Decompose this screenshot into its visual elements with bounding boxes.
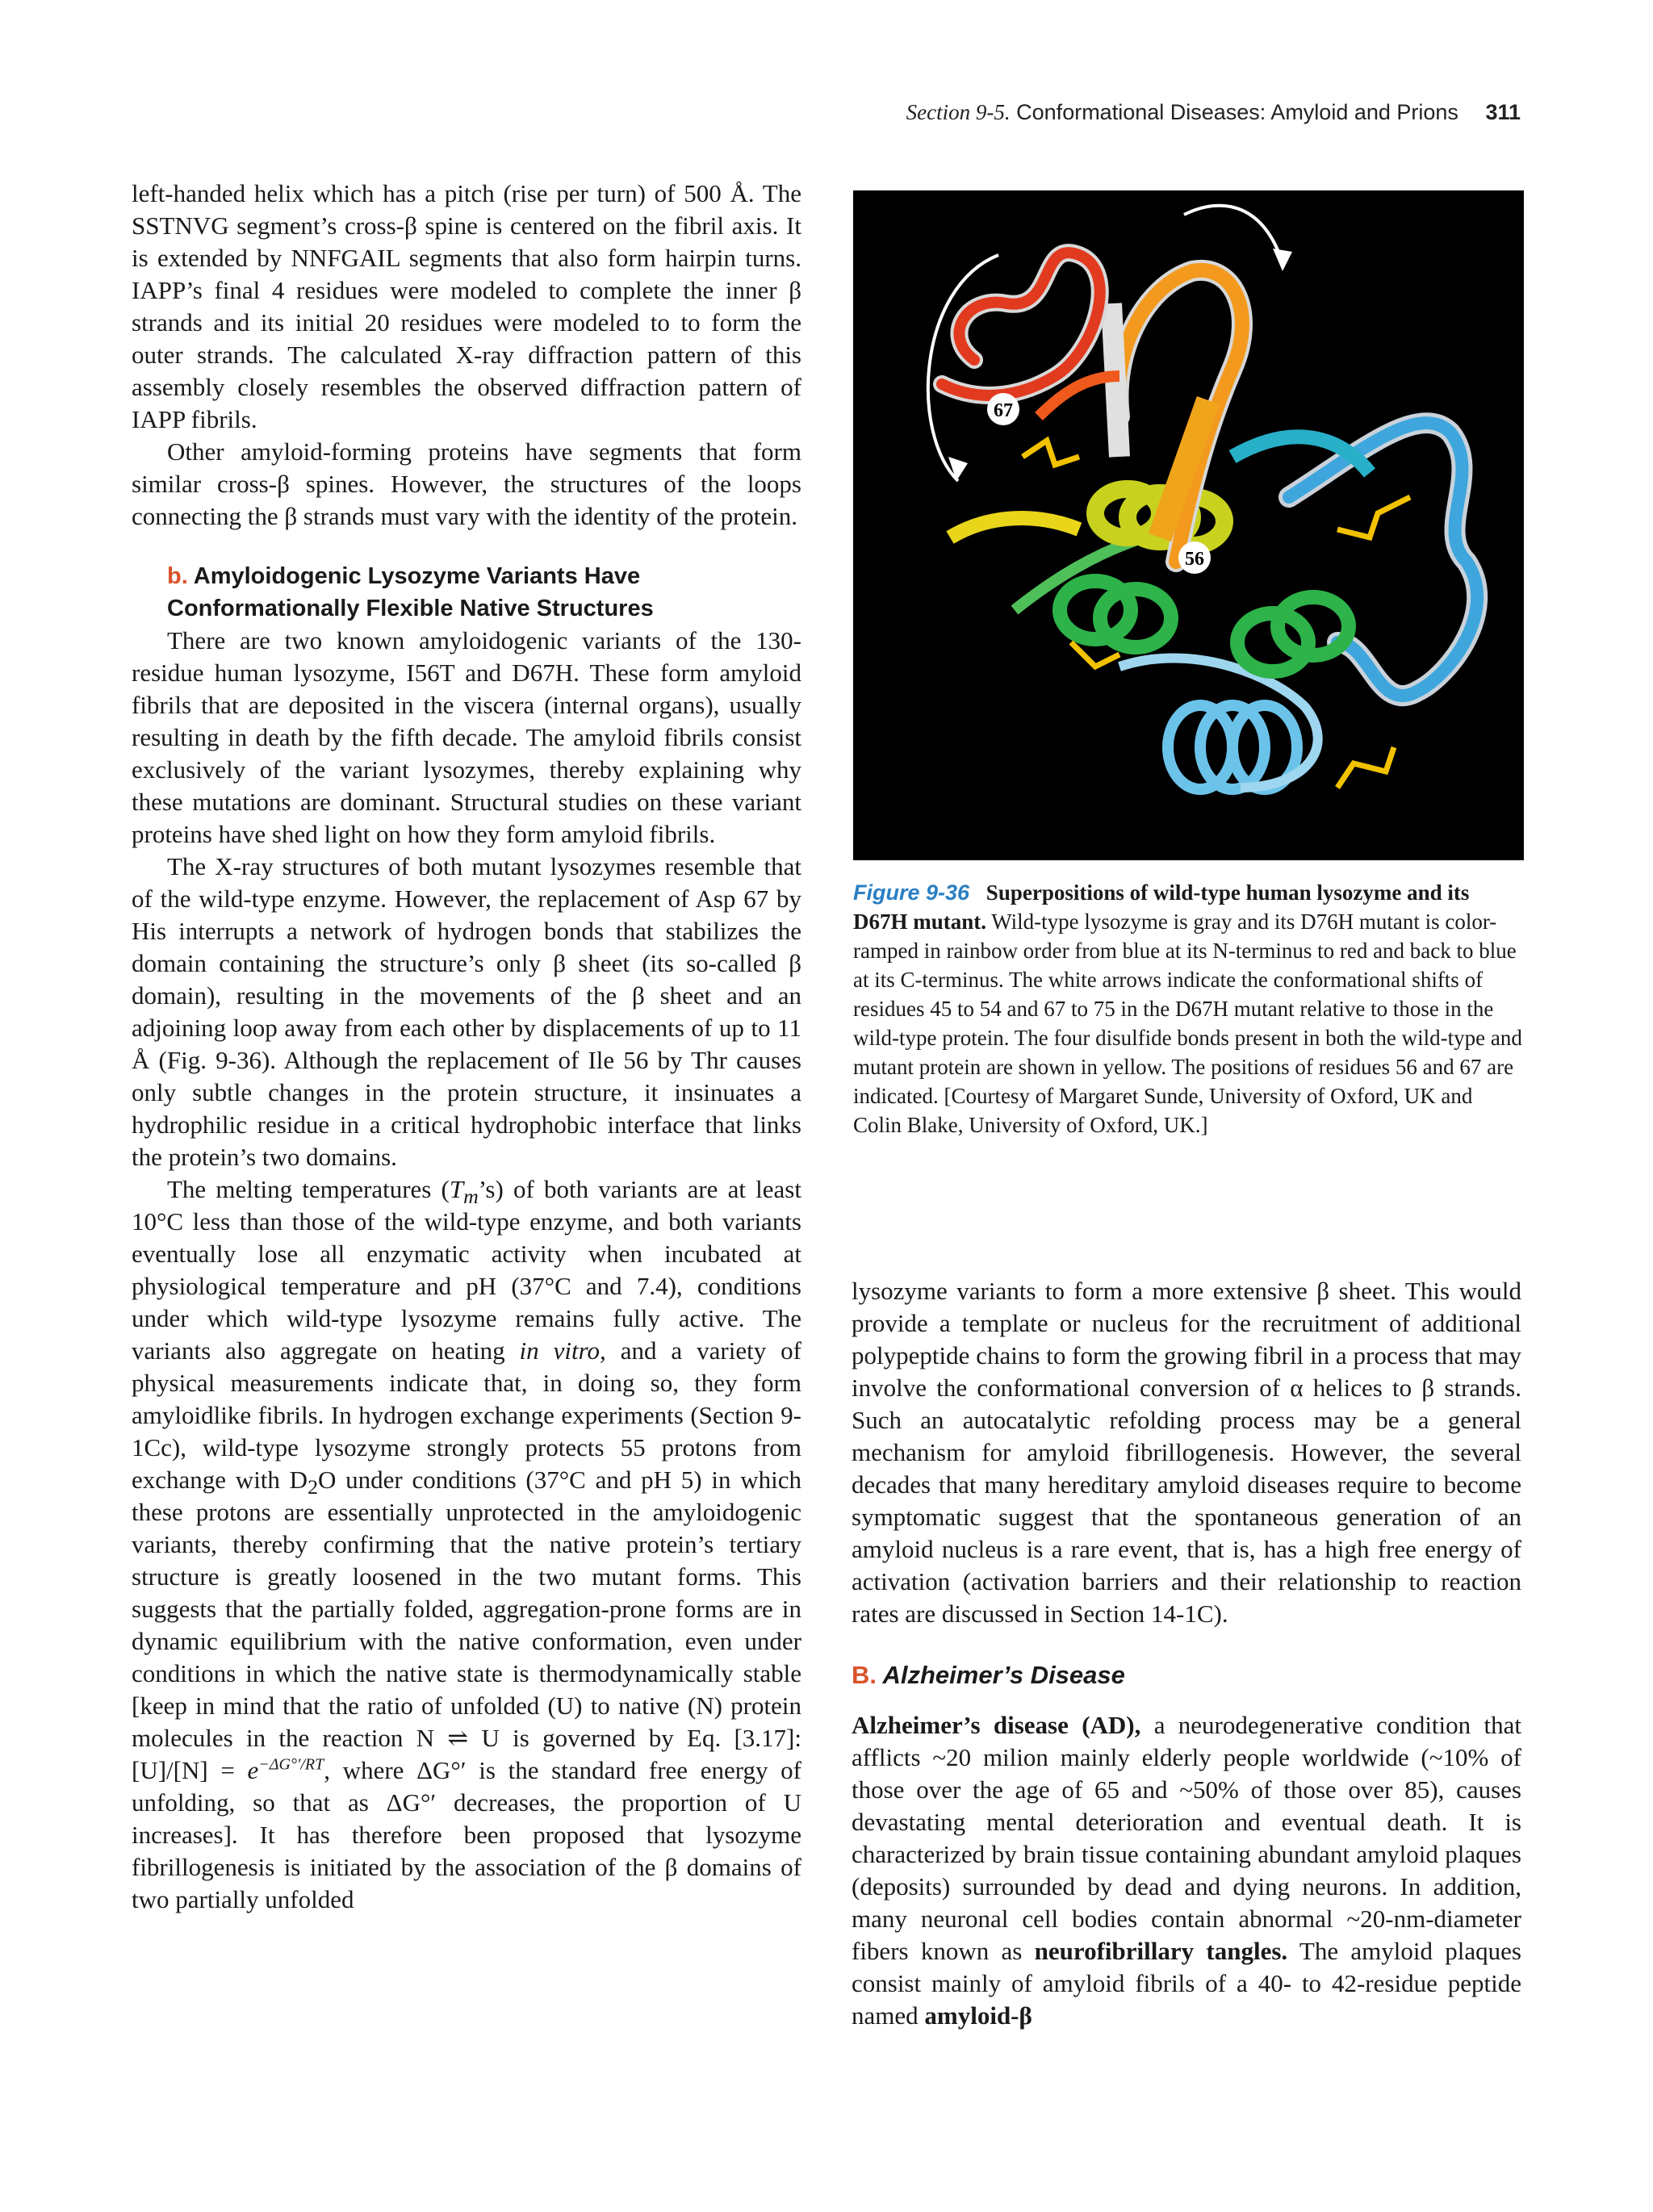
figure-title: Superpositions of wild-type human lysozyme and its D67H mutant. [853, 880, 1470, 934]
right-column [852, 1275, 1521, 2032]
paragraph: There are two known amyloidogenic variants of the 130-residue human lysozyme, I56T and D67H. These form amyloid fibrils that are deposited in the viscera (internal organs), usually resulting in death by the fifth decade. The amyloid fibrils consist exclusively of the variant lysozymes, thereby explaining why these mutations are dominant. Structural studies on these variant proteins have shed light on how they form amyloid fibrils. [132, 626, 801, 848]
section-heading [852, 1659, 1521, 1691]
paragraph-melting: The melting temperatures $(T_m’s)$ of both variants are at least 10°C less than those of the wild-type enzyme, and both variants eventually lose all enzymatic activity when incubated at physiological temperature and pH (37°C and 7.4), conditions under which wild-type lysozyme remains fully active. The variants also aggregate on heating in vitro, and a variety of physical measurements indicate that, in doing so, they form amyloidlike fibrils. In hydrogen exchange experiments (Section 9-1Cc), wild-type lysozyme strongly protects 55 protons from exchange with $D_2O$ under conditions (37°C and pH 5) in which these protons are essentially unprotected in the amyloidogenic variants, thereby confirming that the native protein’s tertiary structure is greatly loosened in the two mutant forms. This suggests that the partially folded, aggregation-prone forms are in dynamic equilibrium with the native conformation, even under conditions in which the native state is thermodynamically stable [keep in mind that the ratio of unfolded (U) to native (N) protein molecules in the reaction N ⇌ U is governed by Eq. [3.17]: $[U]/[N] = e^{-\Delta G^\circ'/RT}$, where ΔG°′ is the standard free energy of unfolding, so that as ΔG°′ decreases, the proportion of U increases]. It has therefore been proposed that lysozyme fibrillogenesis is initiated by the association of the β domains of two partially unfolded [132, 1175, 801, 1913]
section-title: Alzheimer’s Disease [882, 1661, 1125, 1689]
paragraph: The X-ray structures of both mutant lysozymes resemble that of the wild-type enzyme. However, the replacement of Asp 67 by His interrupts a network of hydrogen bonds that stabilizes the domain containing the structure’s only β sheet (its so-called β domain), resulting in the movements of the β sheet and an adjoining loop away from each other by displacements of up to 11 Å (Fig. 9-36). Although the replacement of Ile 56 by Thr causes only subtle changes in the protein structure, it insinuates a hydrophilic residue in a critical hydrophobic interface that links the protein’s two domains. [132, 852, 801, 1171]
figure-caption [853, 878, 1523, 1139]
header-section: Section 9-5. [906, 100, 1011, 124]
page-number: 311 [1485, 100, 1521, 124]
residue-label-67: 67 [994, 400, 1013, 421]
subsection-title: Amyloidogenic Lysozyme Variants Have Conformationally Flexible Native Structures [167, 563, 654, 621]
figure-label: Figure 9-36 [853, 880, 970, 905]
paragraph-alzheimers: Alzheimer’s disease (AD), a neurodegenerative condition that afflicts ~20 milion mainly elderly people worldwide (~10% of those over the age of 65 and ~50% of those over 85), causes devastating mental deterioration and eventual death. It is characterized by brain tissue containing abundant amyloid plaques (deposits) surrounded by dead and dying neurons. In addition, many neuronal cell bodies contain abnormal ~20-nm-diameter fibers known as neurofibrillary tangles. The amyloid plaques consist mainly of amyloid fibrils of a 40- to 42-residue peptide named amyloid-β [852, 1711, 1521, 2030]
section-letter: B. [852, 1661, 877, 1689]
protein-ribbon-diagram [853, 190, 1524, 860]
residue-label-56: 56 [1185, 549, 1204, 570]
paragraph: lysozyme variants to form a more extensive β sheet. This would provide a template or nucleus for the recruitment of additional polypeptide chains to form the growing fibril in a process that may involve the conformational conversion of α helices to β strands. Such an autocatalytic refolding process may be a general mechanism for amyloid fibrillogenesis. However, the several decades that many hereditary amyloid diseases require to become symptomatic suggest that the spontaneous generation of an amyloid nucleus is a rare event, that is, has a high free energy of activation (activation barriers and their relationship to reaction rates are discussed in Section 14-1C). [852, 1277, 1521, 1628]
figure-lysozyme-structure [853, 190, 1524, 860]
subsection-letter: b. [167, 563, 188, 589]
paragraph: Other amyloid-forming proteins have segments that form similar cross-β spines. However, the structures of the loops connecting the β strands must vary with the identity of the protein. [132, 437, 801, 530]
header-title: Conformational Diseases: Amyloid and Prions [1016, 100, 1458, 124]
running-header [906, 100, 1521, 125]
paragraph: left-handed helix which has a pitch (rise per turn) of 500 Å. The SSTNVG segment’s cross-β spine is centered on the fibril axis. It is extended by NNFGAIL segments that also form hairpin turns. IAPP’s final 4 residues were modeled to complete the inner β strands and its initial 20 residues were modeled to to form the outer strands. The calculated X-ray diffraction pattern of this assembly closely resembles the observed diffraction pattern of IAPP fibrils. [132, 179, 801, 433]
figure-caption-text: Wild-type lysozyme is gray and its D76H mutant is color-ramped in rainbow order from blue at its N-terminus to red and back to blue at its C-terminus. The white arrows indicate the conformational shifts of residues 45 to 54 and 67 to 75 in the D67H mutant relative to those in the wild-type protein. The four disulfide bonds present in both the wild-type and mutant protein are shown in yellow. The positions of residues 56 and 67 are indicated. [Courtesy of Margaret Sunde, University of Oxford, UK and Colin Blake, University of Oxford, UK.] [853, 909, 1522, 1137]
subsection-heading [167, 560, 801, 625]
left-column [132, 178, 801, 1916]
